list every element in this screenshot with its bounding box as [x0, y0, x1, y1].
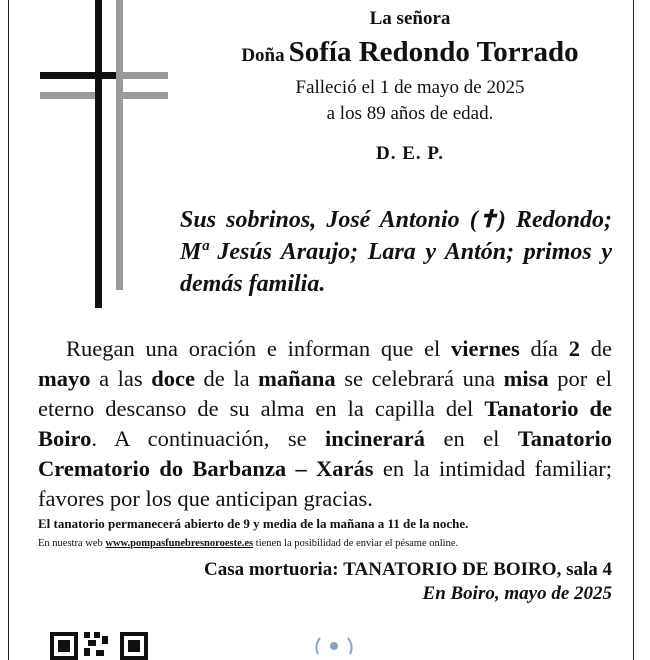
main-text-seg: día — [519, 336, 569, 361]
main-text-seg: a las — [90, 366, 152, 391]
main-text-bold: mayo — [38, 366, 91, 391]
mortuary-room: , sala 4 — [556, 559, 612, 580]
web-note-prefix: En nuestra web — [38, 538, 106, 549]
honorific: Doña — [241, 45, 285, 66]
main-text-seg: por el eterno descanso de su alma en la capilla del — [38, 366, 612, 421]
main-text-bold: Tanatorio de Boiro — [38, 396, 612, 451]
dep: D. E. P. — [375, 143, 444, 164]
main-text-seg: de — [580, 336, 612, 361]
cross-icon — [40, 0, 170, 310]
main-text-bold: doce — [151, 366, 195, 391]
main-text-seg: . A continuación, se — [91, 426, 326, 451]
mortuary-line — [204, 558, 612, 582]
qr-code-icon[interactable] — [50, 630, 148, 660]
main-text-seg: Ruegan una oración e informan que el — [66, 336, 452, 361]
opening-hours-note: El tanatorio permanecerá abierto de 9 y media de la mañana a 11 de la noche. — [38, 516, 469, 531]
place-date: En Boiro, mayo de 2025 — [422, 583, 612, 604]
main-text-bold: viernes — [451, 336, 520, 361]
main-text-seg: en la intimidad familiar; favores por los que anticipan gracias. — [38, 456, 612, 511]
age: a los 89 años de edad. — [326, 103, 494, 124]
deceased-name — [190, 34, 630, 75]
main-text-seg: se celebrará una — [335, 366, 504, 391]
laurel-logo-icon — [310, 636, 358, 656]
main-text-bold: misa — [503, 366, 549, 391]
web-note — [38, 537, 612, 551]
family-cross-icon: ✝ — [477, 207, 498, 233]
name: Sofía Redondo Torrado — [288, 36, 579, 68]
web-link[interactable]: www.pompasfunebresnoroeste.es — [105, 538, 254, 549]
main-text — [38, 334, 612, 514]
death-date: Falleció el 1 de mayo de 2025 — [295, 77, 525, 98]
main-text-bold: incinerará — [325, 426, 426, 451]
main-text-bold: 2 — [568, 336, 580, 361]
main-text-bold: Tanatorio Crematorio do Barbanza – Xarás — [38, 426, 612, 481]
title: La señora — [369, 8, 451, 29]
mortuary-value: TANATORIO DE BOIRO — [343, 559, 557, 580]
family-part1: Sus sobrinos, José Antonio ( — [180, 207, 478, 233]
obituary-header — [190, 6, 630, 165]
main-text-bold: mañana — [258, 366, 336, 391]
web-note-suffix: tienen la posibilidad de enviar el pésame online. — [253, 538, 459, 549]
family-part2: ) Redondo; Mª Jesús Araujo; Lara y Antón; primos y demás familia. — [180, 207, 613, 297]
mortuary-label: Casa mortuoria: — [203, 559, 339, 580]
main-text-seg: en el — [425, 426, 518, 451]
family-text — [180, 204, 612, 300]
main-text-seg: de la — [194, 366, 259, 391]
